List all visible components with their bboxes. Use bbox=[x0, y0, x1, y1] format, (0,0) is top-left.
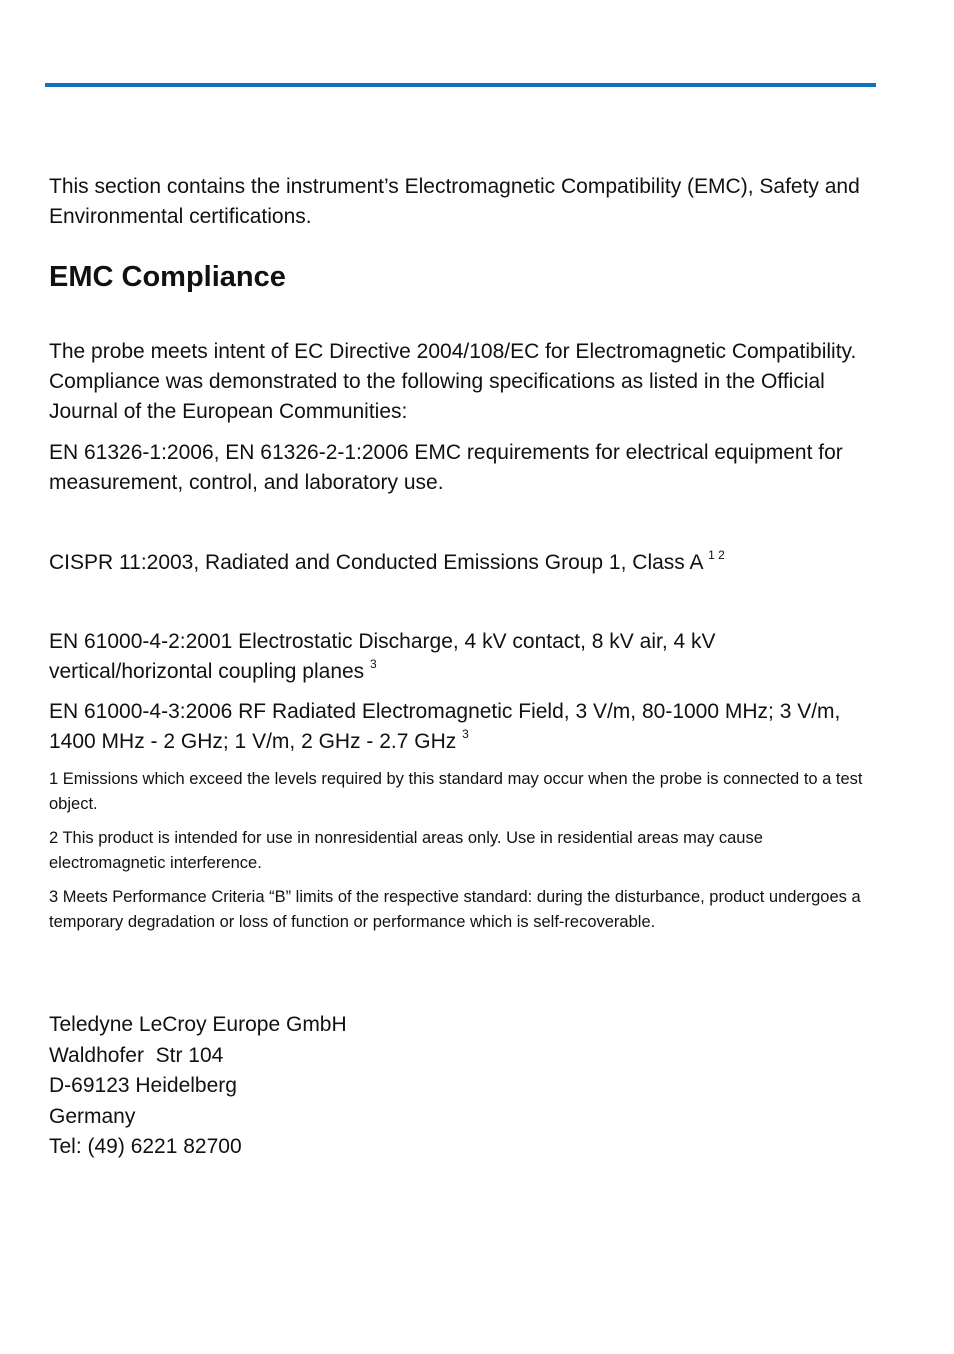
footnote-2: 2 This product is intended for use in nonresidential areas only. Use in residential areas may cause electromagnetic interference. bbox=[49, 829, 763, 872]
address-country: Germany bbox=[49, 1104, 136, 1128]
address-block bbox=[49, 1010, 347, 1163]
address-city: D-69123 Heidelberg bbox=[49, 1074, 237, 1097]
cispr-footnote-ref: 1 2 bbox=[708, 548, 725, 562]
esd-text: EN 61000-4-2:2001 Electrostatic Discharge, 4 kV contact, 8 kV air, 4 kV vertical/horizontal coupling planes bbox=[49, 630, 716, 683]
rf-footnote-ref: 3 bbox=[462, 727, 469, 741]
header-rule bbox=[45, 83, 876, 87]
footnote-1: 1 Emissions which exceed the levels required by this standard may occur when the probe is connected to a test object. bbox=[49, 770, 863, 813]
address-street: Waldhofer Str 104 bbox=[49, 1043, 224, 1067]
footnote-3: 3 Meets Performance Criteria “B” limits of the respective standard: during the disturbance, product undergoes a temporary degradation or loss of function or performance which is self-recoverable. bbox=[49, 888, 861, 931]
cispr-paragraph bbox=[49, 548, 879, 578]
esd-paragraph bbox=[49, 627, 879, 687]
esd-footnote-ref: 3 bbox=[370, 657, 377, 671]
address-company: Teledyne LeCroy Europe GmbH bbox=[49, 1013, 347, 1036]
directive-paragraph: The probe meets intent of EC Directive 2004/108/EC for Electromagnetic Compatibility. Compliance was demonstrated to the following specifications as listed in the Official Journal of the European Communities: bbox=[49, 340, 857, 423]
rf-paragraph bbox=[49, 697, 879, 757]
intro-paragraph: This section contains the instrument’s Electromagnetic Compatibility (EMC), Safety and Environmental certifications. bbox=[49, 175, 860, 228]
rf-text: EN 61000-4-3:2006 RF Radiated Electromagnetic Field, 3 V/m, 80-1000 MHz; 3 V/m, 1400 MHz - 2 GHz; 1 V/m, 2 GHz - 2.7 GHz bbox=[49, 700, 841, 753]
cispr-text: CISPR 11:2003, Radiated and Conducted Emissions Group 1, Class A bbox=[49, 551, 703, 574]
address-phone: Tel: (49) 6221 82700 bbox=[49, 1135, 242, 1158]
en61326-paragraph: EN 61326-1:2006, EN 61326-2-1:2006 EMC requirements for electrical equipment for measurement, control, and laboratory use. bbox=[49, 441, 843, 494]
section-heading: EMC Compliance bbox=[49, 261, 286, 293]
